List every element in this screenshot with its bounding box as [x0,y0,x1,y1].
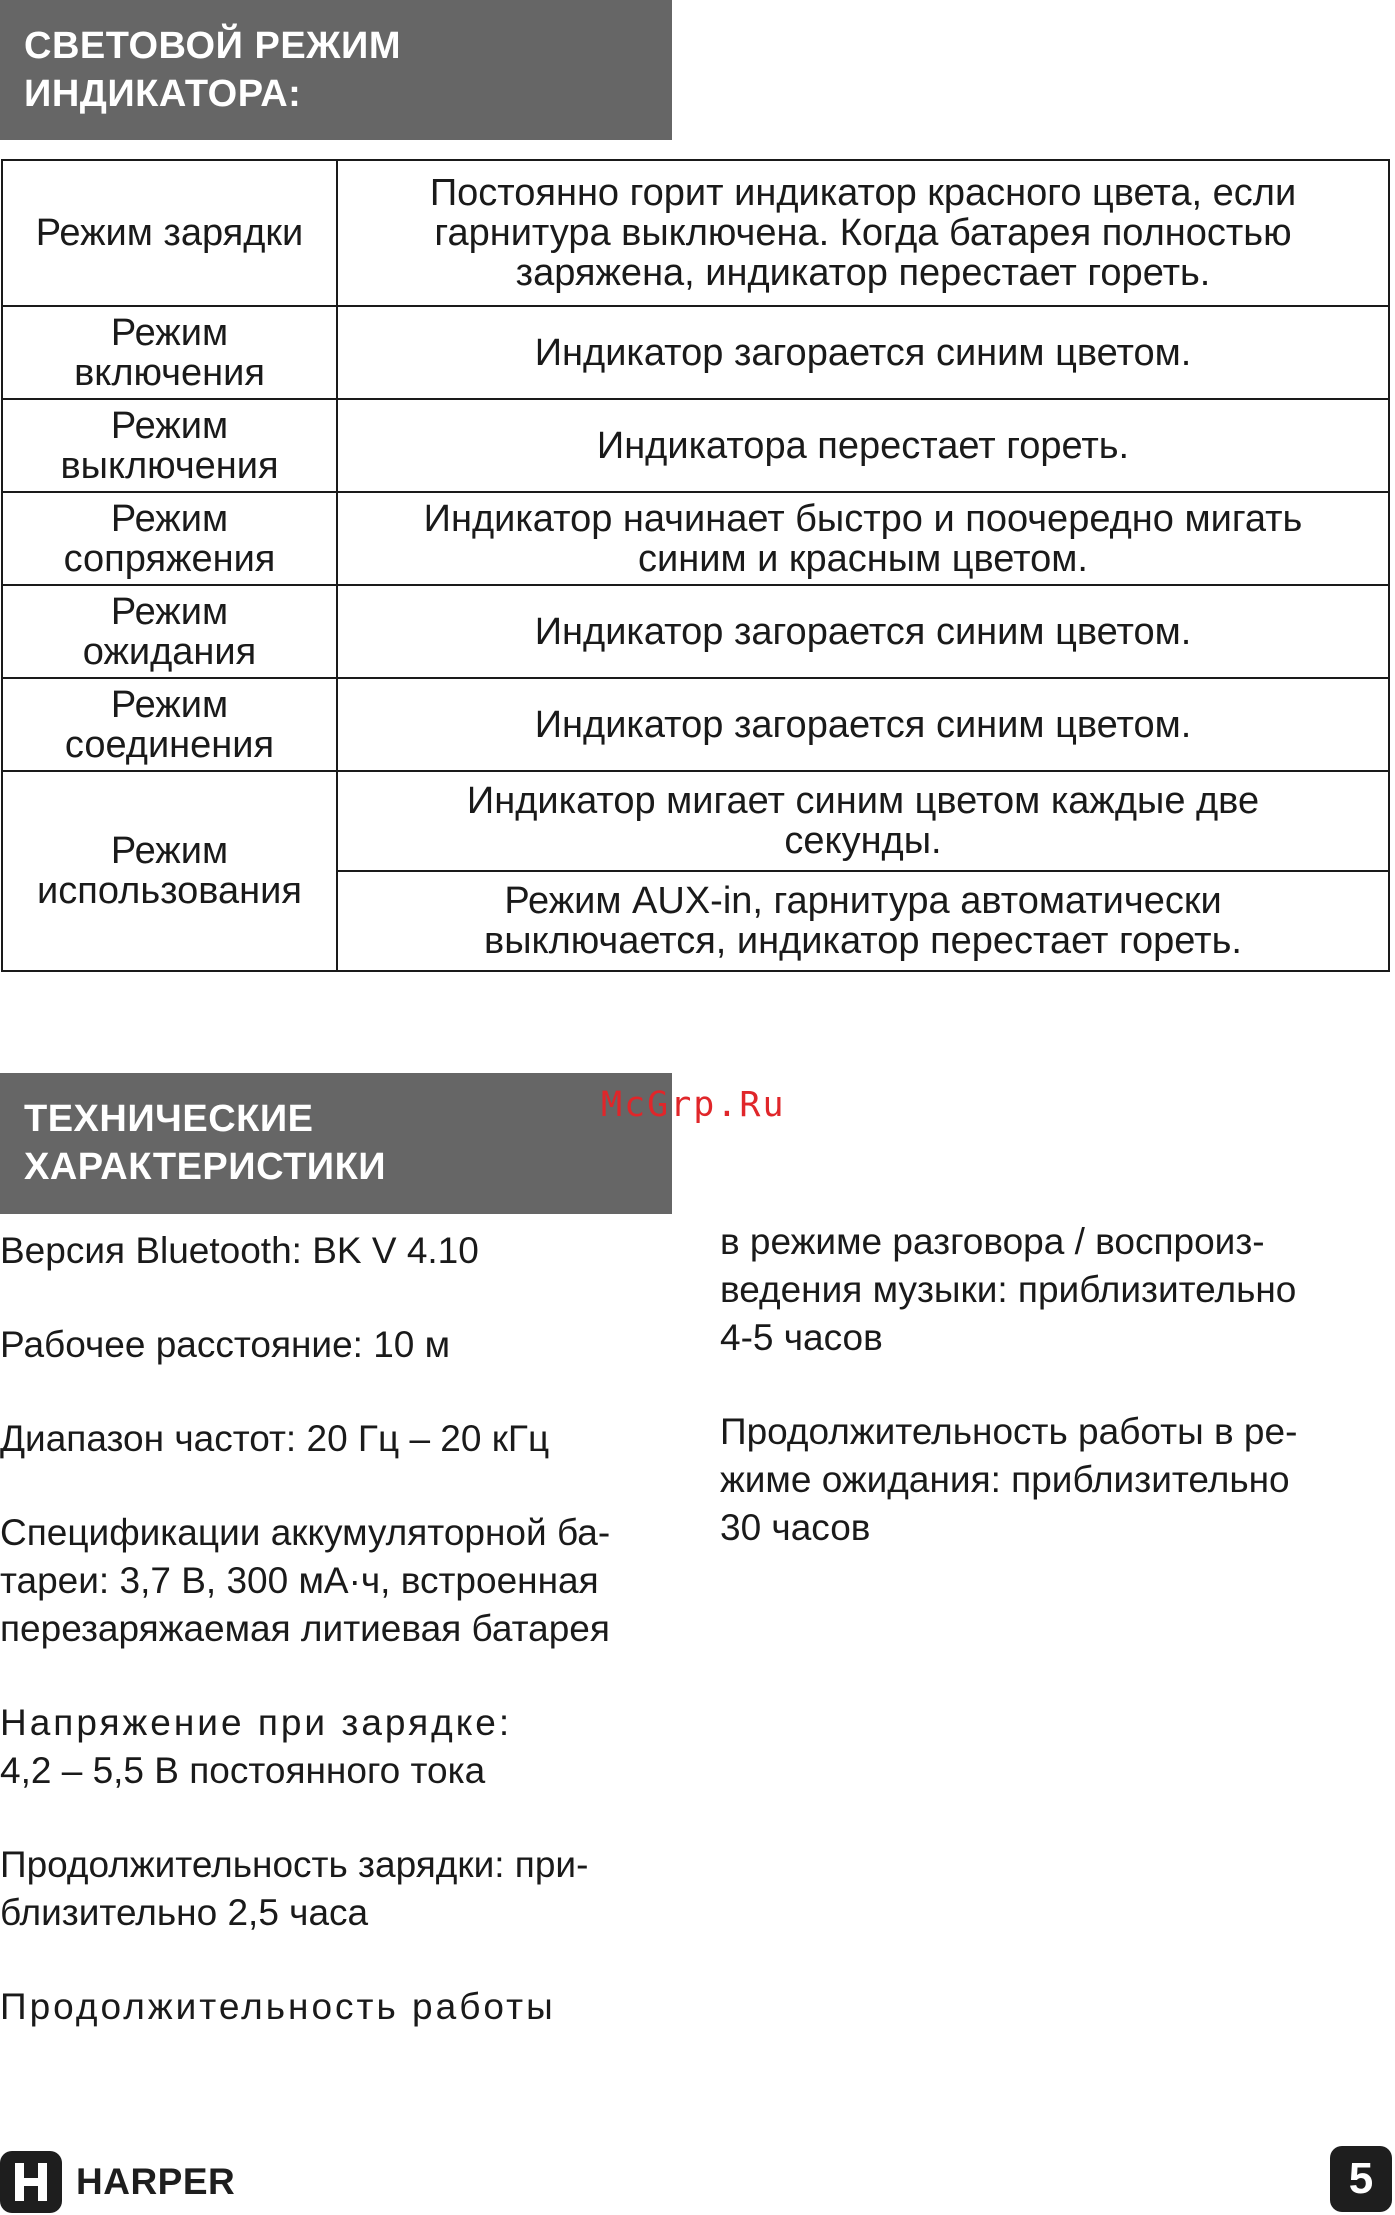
description-cell [337,871,1389,971]
description-line: Индикатор начинает быстро и поочередно мигать [423,497,1303,540]
table-row [2,678,1389,771]
description-cell [337,678,1389,771]
mode-text: Режим [110,311,229,354]
section-title-line: ХАРАКТЕРИСТИКИ [24,1146,387,1188]
description-line: Индикатор загорается синим цветом. [534,331,1192,374]
spec-work-time [0,1983,670,2031]
description-line: Индикатора перестает гореть. [596,424,1130,467]
harper-logo-icon [0,2151,62,2213]
description-line: секунды. [784,820,942,862]
mode-cell [2,585,337,678]
mode-text: Режим [110,683,229,726]
spec-text: тареи: 3,7 В, 300 мА·ч, встроенная [0,1560,599,1601]
description-line: выключается, индикатор перестает гореть. [484,920,1242,962]
spec-text: Спецификации аккумуляторной ба- [0,1512,611,1553]
section-header-specifications [0,1073,672,1214]
spec-text: Напряжение при зарядке: [0,1702,513,1743]
description-line: Индикатор загорается синим цветом. [534,703,1192,746]
table-row [2,492,1389,585]
spec-talk-time [720,1218,1390,1362]
mode-text: использования [37,870,302,912]
description-cell [337,160,1389,306]
mode-cell [2,492,337,585]
harper-logo [0,2149,235,2215]
specs-left-column [0,1227,670,2031]
spec-text: Продолжительность работы в ре- [720,1411,1298,1452]
spec-text: Продолжительность работы [0,1986,556,2027]
mode-cell [2,678,337,771]
description-cell [337,492,1389,585]
description-cell [337,585,1389,678]
spec-charge-time [0,1841,670,1937]
section-header-indicator-mode [0,0,672,140]
mode-text: Режим [110,830,229,872]
description-line: синим и красным цветом. [638,537,1088,580]
description-cell [337,399,1389,492]
spec-text: 4-5 часов [720,1317,883,1358]
watermark-text: McGrp.Ru [601,1085,786,1125]
spec-text: Продолжительность зарядки: при- [0,1844,589,1885]
spec-frequency [0,1415,670,1463]
mode-text: сопряжения [63,537,276,580]
mode-cell [2,160,337,306]
mode-cell [2,771,337,971]
description-cell [337,771,1389,871]
spec-text: жиме ожидания: приблизительно [720,1459,1290,1500]
spec-text: Диапазон частот: 20 Гц – 20 кГц [0,1418,550,1459]
spec-text: Версия Bluetooth: BK V 4.10 [0,1230,479,1271]
spec-battery [0,1509,670,1653]
mode-text: выключения [60,444,279,487]
mode-cell [2,306,337,399]
mode-text: включения [74,351,265,394]
description-line: Индикатор мигает синим цветом каждые две [466,780,1260,822]
description-line: Постоянно горит индикатор красного цвета, если [429,172,1297,214]
table-row [2,771,1389,871]
spec-bluetooth [0,1227,670,1275]
spec-range [0,1321,670,1369]
spec-text: 4,2 – 5,5 В постоянного тока [0,1750,486,1791]
mode-text: Режим зарядки [35,212,304,254]
description-line: Режим AUX-in, гарнитура автоматически [504,880,1222,922]
spec-charge-voltage [0,1699,670,1795]
description-line: заряжена, индикатор перестает гореть. [515,252,1211,294]
spec-text: Рабочее расстояние: 10 м [0,1324,451,1365]
mode-text: Режим [110,404,229,447]
section-title-line: ТЕХНИЧЕСКИЕ [24,1098,314,1140]
mode-text: Режим [110,590,229,633]
table-row [2,306,1389,399]
spec-standby-time [720,1408,1390,1552]
specs-right-column [720,1218,1390,1598]
table-row [2,399,1389,492]
table-row [2,160,1389,306]
spec-text: 30 часов [720,1507,871,1548]
spec-text: близительно 2,5 часа [0,1892,369,1933]
h-letter-icon [11,2160,51,2204]
section-title-line: ИНДИКАТОРА: [24,73,302,115]
mode-text: соединения [64,723,275,766]
table-row [2,585,1389,678]
section-title-line: СВЕТОВОЙ РЕЖИМ [24,25,401,67]
indicator-mode-table [1,159,1390,972]
spec-text: перезаряжаемая литиевая батарея [0,1608,610,1649]
description-line: Индикатор загорается синим цветом. [534,610,1192,653]
brand-name: HARPER [76,2161,236,2202]
spec-text: в режиме разговора / воспроиз- [720,1221,1265,1262]
mode-text: ожидания [82,630,257,673]
page-number: 5 [1330,2146,1392,2212]
mode-cell [2,399,337,492]
description-line: гарнитура выключена. Когда батарея полностью [434,212,1292,254]
spec-text: ведения музыки: приблизительно [720,1269,1297,1310]
description-cell [337,306,1389,399]
mode-text: Режим [110,497,229,540]
